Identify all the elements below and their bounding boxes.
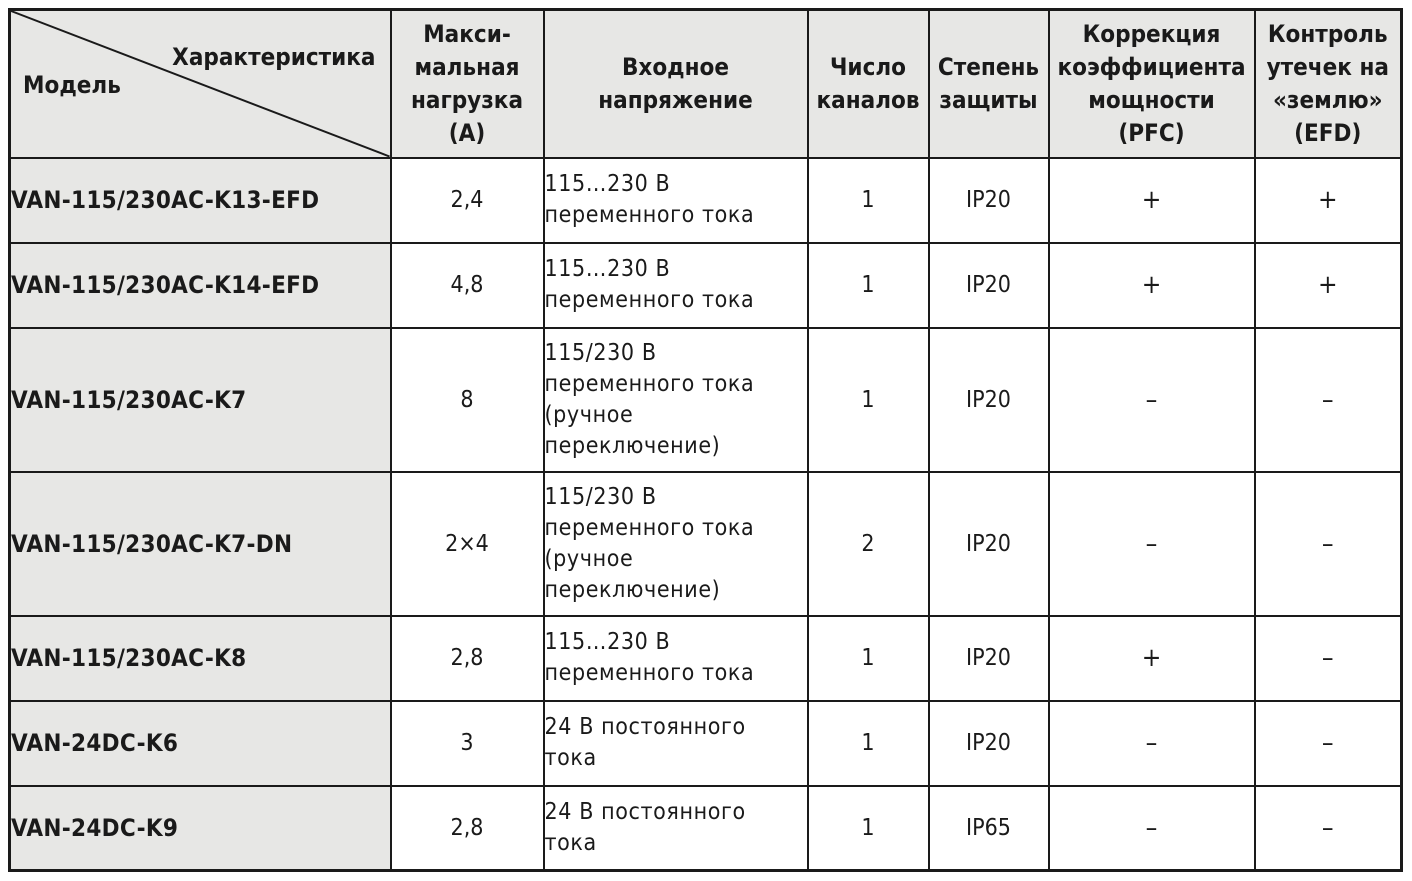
efd-cell: – (1255, 472, 1402, 616)
table-row (10, 616, 1402, 701)
model-cell: VAN-115/230AC-K8 (10, 616, 391, 701)
efd-cell: – (1255, 328, 1402, 472)
model-cell: VAN-115/230AC-K14-EFD (10, 243, 391, 328)
pfc-cell: – (1049, 472, 1255, 616)
protection-cell: IP20 (929, 158, 1049, 243)
model-cell: VAN-115/230AC-K7-DN (10, 472, 391, 616)
model-cell: VAN-115/230AC-K13-EFD (10, 158, 391, 243)
pfc-cell: + (1049, 243, 1255, 328)
model-cell: VAN-115/230AC-K7 (10, 328, 391, 472)
protection-cell: IP20 (929, 616, 1049, 701)
protection-cell: IP20 (929, 701, 1049, 786)
efd-cell: – (1255, 786, 1402, 871)
channels-cell: 1 (808, 701, 929, 786)
table-row (10, 701, 1402, 786)
header-row (10, 10, 1402, 158)
max-load-cell: 2,4 (391, 158, 544, 243)
pfc-cell: + (1049, 616, 1255, 701)
channels-header: Число каналов (808, 10, 929, 158)
max-load-cell: 2,8 (391, 786, 544, 871)
pfc-cell: – (1049, 786, 1255, 871)
protection-cell: IP65 (929, 786, 1049, 871)
max-load-cell: 8 (391, 328, 544, 472)
input-voltage-cell: 115…230 В переменного тока (544, 158, 808, 243)
input-voltage-cell: 115/230 В переменного тока (ручное переключение) (544, 328, 808, 472)
max-load-cell: 2,8 (391, 616, 544, 701)
efd-cell: + (1255, 243, 1402, 328)
max-load-cell: 3 (391, 701, 544, 786)
table-row (10, 472, 1402, 616)
efd-header: Контроль утечек на «землю» (EFD) (1255, 10, 1402, 158)
efd-cell: – (1255, 616, 1402, 701)
protection-cell: IP20 (929, 243, 1049, 328)
table-row (10, 786, 1402, 871)
input-voltage-cell: 24 В постоянного тока (544, 701, 808, 786)
protection-cell: IP20 (929, 472, 1049, 616)
characteristic-label: Характеристика (172, 43, 376, 71)
input-voltage-cell: 115…230 В переменного тока (544, 616, 808, 701)
model-cell: VAN-24DC-K9 (10, 786, 391, 871)
table-row (10, 158, 1402, 243)
input-voltage-cell: 115…230 В переменного тока (544, 243, 808, 328)
input-voltage-cell: 115/230 В переменного тока (ручное переключение) (544, 472, 808, 616)
model-cell: VAN-24DC-K6 (10, 701, 391, 786)
corner-header-cell (10, 10, 391, 158)
input-voltage-cell: 24 В постоянного тока (544, 786, 808, 871)
protection-cell: IP20 (929, 328, 1049, 472)
max-load-cell: 2×4 (391, 472, 544, 616)
max-load-header: Макси- мальная нагрузка (А) (391, 10, 544, 158)
pfc-cell: + (1049, 158, 1255, 243)
channels-cell: 1 (808, 243, 929, 328)
pfc-header: Коррекция коэффициента мощности (PFC) (1049, 10, 1255, 158)
channels-cell: 1 (808, 786, 929, 871)
pfc-cell: – (1049, 701, 1255, 786)
channels-cell: 2 (808, 472, 929, 616)
max-load-cell: 4,8 (391, 243, 544, 328)
efd-cell: + (1255, 158, 1402, 243)
protection-header: Степень защиты (929, 10, 1049, 158)
channels-cell: 1 (808, 616, 929, 701)
table-row (10, 328, 1402, 472)
efd-cell: – (1255, 701, 1402, 786)
channels-cell: 1 (808, 328, 929, 472)
pfc-cell: – (1049, 328, 1255, 472)
table-row (10, 243, 1402, 328)
channels-cell: 1 (808, 158, 929, 243)
model-label: Модель (23, 71, 121, 99)
power-supply-spec-table (8, 8, 1403, 872)
input-voltage-header: Входное напряжение (544, 10, 808, 158)
